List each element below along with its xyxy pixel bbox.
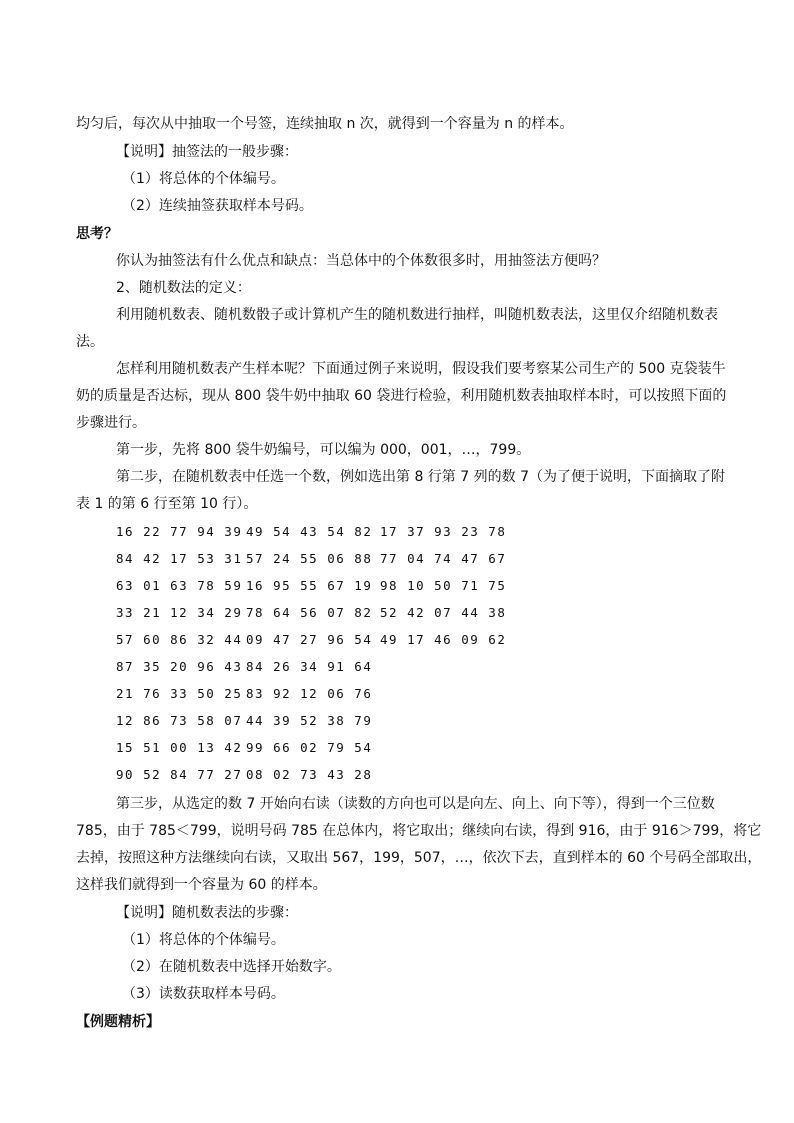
list-item: （3）读数获取样本号码。	[122, 986, 285, 1002]
table-cell: 84 26 34 91 64	[246, 659, 373, 674]
table-cell: 77 04 74 47 67	[380, 551, 507, 566]
list-item: （1）将总体的个体编号。	[122, 171, 285, 187]
table-cell: 63 01 63 78 59	[116, 578, 243, 593]
table-row	[116, 738, 536, 758]
text-line: 去掉，按照这种方法继续向右读，又取出 567，199，507，…，依次下去，直到样本的 60 个号码全部取出，	[76, 850, 762, 866]
step-one: 第一步，先将 800 袋牛奶编号，可以编为 000，001，…，799。	[116, 442, 531, 458]
step-three: 第三步，从选定的数 7 开始向右读（读数的方向也可以是向左、向上、向下等），得到一个三位数	[116, 796, 715, 812]
table-cell: 57 60 86 32 44	[116, 632, 243, 647]
text-line: 均匀后，每次从中抽取一个号签，连续抽取 n 次，就得到一个容量为 n 的样本。	[76, 116, 574, 132]
table-cell: 90 52 84 77 27	[116, 767, 243, 782]
table-cell: 52 42 07 44 38	[380, 605, 507, 620]
list-item: （2）连续抽签获取样本号码。	[122, 198, 313, 214]
table-cell: 16 22 77 94 39	[116, 524, 243, 539]
step-two: 第二步，在随机数表中任选一个数，例如选出第 8 行第 7 列的数 7（为了便于说明，下面摘取了附	[116, 469, 725, 485]
note-heading: 【说明】随机数表法的步骤：	[116, 905, 298, 921]
table-cell: 84 42 17 53 31	[116, 551, 243, 566]
table-row	[116, 657, 536, 677]
table-cell: 16 95 55 67 19	[246, 578, 373, 593]
table-cell: 99 66 02 79 54	[246, 740, 373, 755]
table-row	[116, 522, 536, 542]
text-line: 奶的质量是否达标，现从 800 袋牛奶中抽取 60 袋进行检验，利用随机数表抽取样本时，可以按照下面的	[76, 388, 727, 404]
table-row	[116, 684, 536, 704]
note-heading: 【说明】抽签法的一般步骤：	[116, 144, 298, 160]
text-line: 表 1 的第 6 行至第 10 行）。	[76, 496, 258, 512]
table-cell: 12 86 73 58 07	[116, 713, 243, 728]
table-cell: 49 17 46 09 62	[380, 632, 507, 647]
section-heading-think: 思考？	[76, 226, 118, 242]
table-row	[116, 603, 536, 623]
subsection-heading: 2、随机数法的定义：	[116, 280, 251, 296]
text-line: 怎样利用随机数表产生样本呢？下面通过例子来说明，假设我们要考察某公司生产的 500 克袋装牛	[116, 361, 726, 377]
table-cell: 09 47 27 96 54	[246, 632, 373, 647]
table-row	[116, 549, 536, 569]
table-cell: 83 92 12 06 76	[246, 686, 373, 701]
text-line: 法。	[76, 334, 104, 350]
table-cell: 98 10 50 71 75	[380, 578, 507, 593]
text-line: 利用随机数表、随机数骰子或计算机产生的随机数进行抽样，叫随机数表法，这里仅介绍随机数表	[116, 307, 718, 323]
table-cell: 17 37 93 23 78	[380, 524, 507, 539]
table-cell: 15 51 00 13 42	[116, 740, 243, 755]
table-cell: 21 76 33 50 25	[116, 686, 243, 701]
table-row	[116, 630, 536, 650]
table-row	[116, 765, 536, 785]
table-cell: 44 39 52 38 79	[246, 713, 373, 728]
list-item: （1）将总体的个体编号。	[122, 932, 285, 948]
table-row	[116, 576, 536, 596]
text-line: 这样我们就得到一个容量为 60 的样本。	[76, 877, 327, 893]
text-line: 你认为抽签法有什么优点和缺点：当总体中的个体数很多时，用抽签法方便吗？	[116, 253, 606, 269]
list-item: （2）在随机数表中选择开始数字。	[122, 959, 341, 975]
table-cell: 33 21 12 34 29	[116, 605, 243, 620]
table-cell: 57 24 55 06 88	[246, 551, 373, 566]
table-cell: 87 35 20 96 43	[116, 659, 243, 674]
text-line: 步骤进行。	[76, 415, 146, 431]
table-row	[116, 711, 536, 731]
section-heading-examples: 【例题精析】	[76, 1014, 160, 1030]
random-number-table	[116, 518, 536, 788]
text-line: 785，由于 785＜799，说明号码 785 在总体内，将它取出；继续向右读，得到 916，由于 916＞799，将它	[76, 823, 762, 839]
table-cell: 49 54 43 54 82	[246, 524, 373, 539]
table-cell: 78 64 56 07 82	[246, 605, 373, 620]
table-cell: 08 02 73 43 28	[246, 767, 373, 782]
